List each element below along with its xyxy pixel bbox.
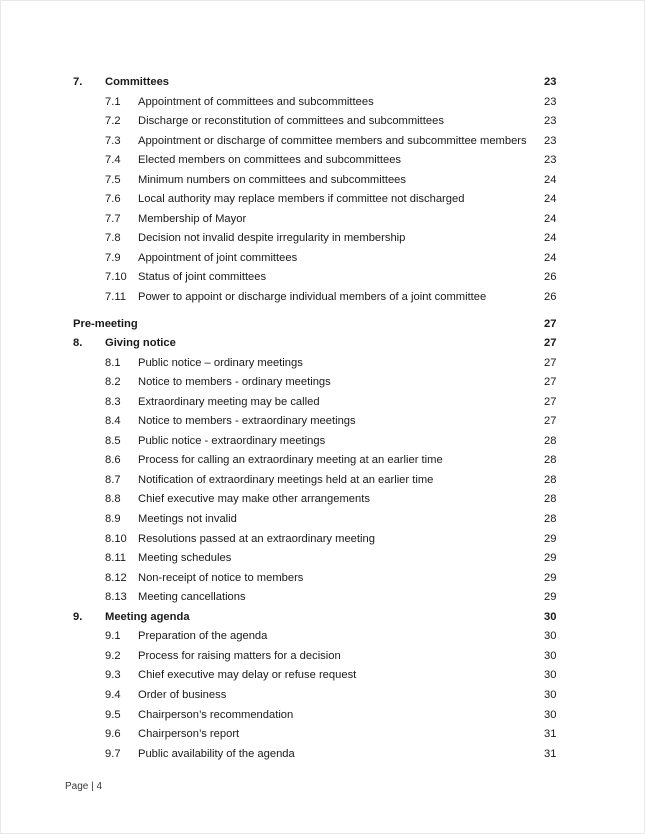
toc-entry-title: Public notice - extraordinary meetings — [138, 434, 326, 447]
toc-entry-title: Membership of Mayor — [138, 212, 247, 225]
toc-entry-page-number: 23 — [544, 95, 557, 108]
toc-entry-title: Non-receipt of notice to members — [138, 571, 304, 584]
toc-entry-page-number: 28 — [544, 454, 557, 467]
toc-entry-title: Meeting cancellations — [138, 591, 246, 604]
toc-entry-number: 7.4 — [105, 154, 121, 167]
toc-entry-number: 7.1 — [105, 95, 121, 108]
toc-entry-number: 8.11 — [105, 552, 126, 565]
toc-entry-page-number: 30 — [544, 669, 557, 682]
toc-entry-page-number: 27 — [544, 356, 557, 369]
toc-entry-number: 8. — [73, 337, 83, 350]
toc-entry-page-number: 30 — [544, 610, 557, 623]
toc-entry[interactable] — [1, 706, 645, 726]
toc-entry-number: 8.10 — [105, 532, 127, 545]
toc-entry-title: Local authority may replace members if committee not discharged — [138, 193, 465, 206]
toc-entry[interactable] — [1, 530, 645, 550]
toc-entry-number: 9.4 — [105, 688, 121, 701]
toc-entry[interactable] — [1, 627, 645, 647]
toc-entry-title: Process for calling an extraordinary meeting at an earlier time — [138, 454, 443, 467]
toc-entry[interactable] — [1, 393, 645, 413]
page-footer: Page | 4 — [65, 781, 103, 792]
toc-entry[interactable] — [1, 647, 645, 667]
toc-entry[interactable] — [1, 151, 645, 171]
toc-entry-title: Meeting schedules — [138, 552, 232, 565]
toc-entry-number: 8.5 — [105, 434, 121, 447]
toc-entry-page-number: 27 — [544, 337, 557, 350]
toc-entry-number: 8.9 — [105, 513, 121, 526]
toc-entry-title: Notice to members - extraordinary meetings — [138, 415, 356, 428]
toc-entry-title: Order of business — [138, 688, 227, 701]
toc-entry[interactable] — [1, 490, 645, 510]
toc-entry-page-number: 26 — [544, 291, 557, 304]
toc-entry[interactable] — [1, 373, 645, 393]
toc-entry-title: Committees — [105, 76, 170, 88]
toc-entry-page-number: 29 — [544, 532, 557, 545]
toc-entry[interactable] — [1, 73, 645, 93]
toc-entry[interactable] — [1, 132, 645, 152]
toc-entry-title: Notification of extraordinary meetings held at an earlier time — [138, 473, 434, 486]
toc-entry-number: 9.1 — [105, 630, 121, 643]
toc-entry-page-number: 27 — [544, 317, 557, 330]
toc-entry-page-number: 26 — [544, 271, 557, 284]
toc-entry-page-number: 31 — [544, 747, 557, 760]
toc-entry-number: 8.1 — [105, 356, 121, 369]
toc-entry-page-number: 29 — [544, 552, 557, 565]
toc-entry-number: 7.11 — [105, 291, 126, 304]
toc-entry[interactable] — [1, 171, 645, 191]
toc-entry-title: Giving notice — [105, 337, 176, 350]
toc-entry-number: 8.13 — [105, 591, 127, 604]
toc-entry[interactable] — [1, 93, 645, 113]
toc-entry-title: Minimum numbers on committees and subcommittees — [138, 173, 406, 186]
toc-entry[interactable] — [1, 588, 645, 608]
toc-entry[interactable] — [1, 334, 645, 354]
toc-entry-page-number: 30 — [544, 708, 557, 721]
toc-entry-page-number: 24 — [544, 212, 557, 225]
toc-entry-title: Chairperson’s report — [138, 728, 240, 741]
toc-entry-title: Chairperson’s recommendation — [138, 708, 294, 721]
toc-entry[interactable] — [1, 471, 645, 491]
toc-entry-number: 8.3 — [105, 395, 121, 408]
toc-entry[interactable] — [1, 451, 645, 471]
toc-entry[interactable] — [1, 432, 645, 452]
toc-entry[interactable] — [1, 412, 645, 432]
toc-entry-title: Public availability of the agenda — [138, 747, 295, 760]
toc-entry-page-number: 29 — [544, 591, 557, 604]
toc-entry[interactable] — [1, 569, 645, 589]
toc-entry[interactable] — [1, 210, 645, 230]
toc-entry[interactable] — [1, 666, 645, 686]
toc-entry-title: Discharge or reconstitution of committees and subcommittees — [138, 115, 444, 128]
toc-entry-page-number: 28 — [544, 434, 557, 447]
toc-entry-title: Appointment of joint committees — [138, 251, 298, 264]
toc-entry-page-number: 30 — [544, 649, 557, 662]
toc-entry-page-number: 24 — [544, 251, 557, 264]
toc-entry-title: Extraordinary meeting may be called — [138, 395, 320, 408]
toc-entry[interactable] — [1, 229, 645, 249]
toc-entry-page-number: 30 — [544, 630, 557, 643]
toc-entry-title: Resolutions passed at an extraordinary meeting — [138, 532, 375, 545]
toc-entry-number: 8.4 — [105, 415, 121, 428]
toc-entry-title: Meeting agenda — [105, 610, 190, 623]
toc-entry-number: 9.5 — [105, 708, 121, 721]
toc-entry-number: 7.8 — [105, 232, 121, 245]
toc-entry-number: 9. — [73, 610, 83, 623]
toc-entry[interactable] — [1, 288, 645, 308]
toc-entry-number: 9.2 — [105, 649, 121, 662]
toc-entry-page-number: 31 — [544, 728, 557, 741]
toc-entry-title: Pre-meeting — [73, 317, 138, 330]
toc-entry-page-number: 24 — [544, 232, 557, 245]
toc-entry-title: Chief executive may delay or refuse request — [138, 669, 357, 682]
toc-entry-number: 8.8 — [105, 493, 121, 506]
toc-entry-title: Meetings not invalid — [138, 513, 237, 526]
toc-entry-title: Status of joint committees — [138, 271, 267, 284]
toc-entry-title: Elected members on committees and subcommittees — [138, 154, 402, 167]
table-of-contents — [1, 73, 645, 764]
toc-entry-title: Power to appoint or discharge individual members of a joint committee — [138, 291, 487, 304]
toc-entry-number: 8.6 — [105, 454, 121, 467]
toc-entry-number: 8.2 — [105, 376, 121, 389]
toc-entry-number: 9.7 — [105, 747, 121, 760]
toc-entry[interactable] — [1, 249, 645, 269]
toc-entry-number: 7.5 — [105, 173, 121, 186]
toc-entry-page-number: 23 — [544, 154, 557, 167]
toc-entry-title: Notice to members - ordinary meetings — [138, 376, 331, 389]
toc-entry[interactable] — [1, 686, 645, 706]
toc-entry[interactable] — [1, 549, 645, 569]
toc-entry[interactable] — [1, 112, 645, 132]
toc-entry-page-number: 27 — [544, 395, 557, 408]
toc-entry[interactable] — [1, 354, 645, 374]
toc-entry-page-number: 27 — [544, 376, 557, 389]
toc-entry-number: 7.10 — [105, 271, 127, 284]
toc-entry-title: Public notice – ordinary meetings — [138, 356, 303, 369]
toc-entry-number: 7.3 — [105, 134, 121, 147]
toc-entry-number: 7.9 — [105, 251, 121, 264]
toc-entry[interactable] — [1, 268, 645, 288]
toc-entry-page-number: 23 — [544, 134, 557, 147]
toc-entry[interactable] — [1, 315, 645, 335]
toc-entry-title: Chief executive may make other arrangements — [138, 493, 370, 506]
toc-entry-page-number: 23 — [544, 76, 557, 88]
toc-entry-page-number: 28 — [544, 473, 557, 486]
toc-entry[interactable] — [1, 608, 645, 628]
toc-entry-page-number: 28 — [544, 493, 557, 506]
toc-entry-page-number: 23 — [544, 115, 557, 128]
toc-entry-title: Appointment or discharge of committee members and subcommittee members — [138, 134, 527, 147]
toc-entry-page-number: 28 — [544, 513, 557, 526]
toc-entry-number: 7. — [73, 76, 83, 88]
toc-entry-title: Appointment of committees and subcommittees — [138, 95, 374, 108]
toc-entry-title: Process for raising matters for a decision — [138, 649, 341, 662]
toc-entry-number: 9.3 — [105, 669, 121, 682]
toc-entry-number: 9.6 — [105, 728, 121, 741]
toc-entry-page-number: 24 — [544, 173, 557, 186]
toc-entry-number: 8.7 — [105, 473, 121, 486]
toc-entry-number: 7.6 — [105, 193, 121, 206]
toc-entry[interactable] — [1, 190, 645, 210]
toc-entry-number: 7.7 — [105, 212, 121, 225]
toc-entry[interactable] — [1, 725, 645, 745]
toc-entry-number: 8.12 — [105, 571, 127, 584]
toc-entry-title: Decision not invalid despite irregularity in membership — [138, 232, 406, 245]
toc-entry[interactable] — [1, 510, 645, 530]
toc-entry-page-number: 27 — [544, 415, 557, 428]
toc-entry-page-number: 29 — [544, 571, 557, 584]
toc-entry[interactable] — [1, 745, 645, 765]
toc-entry-page-number: 30 — [544, 688, 557, 701]
toc-entry-number: 7.2 — [105, 115, 121, 128]
toc-entry-title: Preparation of the agenda — [138, 630, 268, 643]
toc-entry-page-number: 24 — [544, 193, 557, 206]
